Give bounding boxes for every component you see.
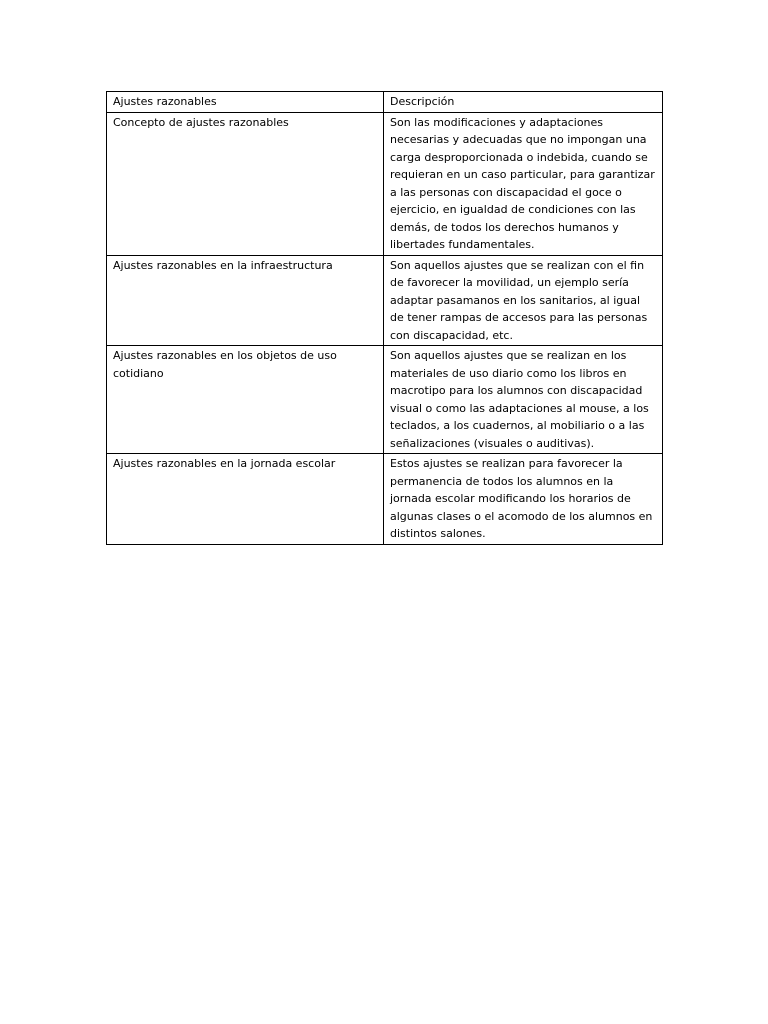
term-text: Ajustes razonables en la jornada escolar (113, 457, 336, 470)
adjustments-table (106, 91, 663, 545)
description-text: Son las modificaciones y adaptaciones necesarias y adecuadas que no impongan una carga desproporcionada o indebida, cuando se requieran en un caso particular, para garantizar a las personas con discapacidad el goce o ejercicio, en igualdad de condiciones con las demás, de todos los derechos humanos y libertades fundamentales. (390, 115, 655, 251)
term-cell (107, 454, 384, 545)
header-term (107, 92, 384, 113)
description-cell (384, 346, 663, 454)
term-text: Concepto de ajustes razonables (113, 115, 289, 129)
header-term-label: Ajustes razonables (113, 95, 217, 108)
description-cell (384, 255, 663, 346)
term-text: Ajustes razonables en los objetos de uso cotidiano (113, 349, 337, 380)
description-text: Estos ajustes se realizan para favorecer la permanencia de todos los alumnos en la jornada escolar modificando los horarios de algunas clases o el acomodo de los alumnos en distintos salones. (390, 457, 653, 540)
header-description (384, 92, 663, 113)
table-header-row (107, 92, 663, 113)
table-row (107, 112, 663, 255)
description-cell (384, 454, 663, 545)
description-text: Son aquellos ajustes que se realizan en los materiales de uso diario como los libros en macrotipo para los alumnos con discapacidad visual o como las adaptaciones al mouse, a los teclados, a los cuadernos, al mobiliario o a las señalizaciones (visuales o auditivas). (390, 349, 649, 450)
description-cell (384, 112, 663, 255)
description-text: Son aquellos ajustes que se realizan con el fin de favorecer la movilidad, un ejemplo sería adaptar pasamanos en los sanitarios, al igual de tener rampas de accesos para las personas con discapacidad, etc. (390, 258, 648, 342)
term-cell (107, 112, 384, 255)
table-row (107, 255, 663, 346)
header-description-label: Descripción (390, 95, 455, 108)
table-row (107, 454, 663, 545)
term-text: Ajustes razonables en la infraestructura (113, 258, 333, 272)
table-row (107, 346, 663, 454)
term-cell (107, 346, 384, 454)
term-cell (107, 255, 384, 346)
